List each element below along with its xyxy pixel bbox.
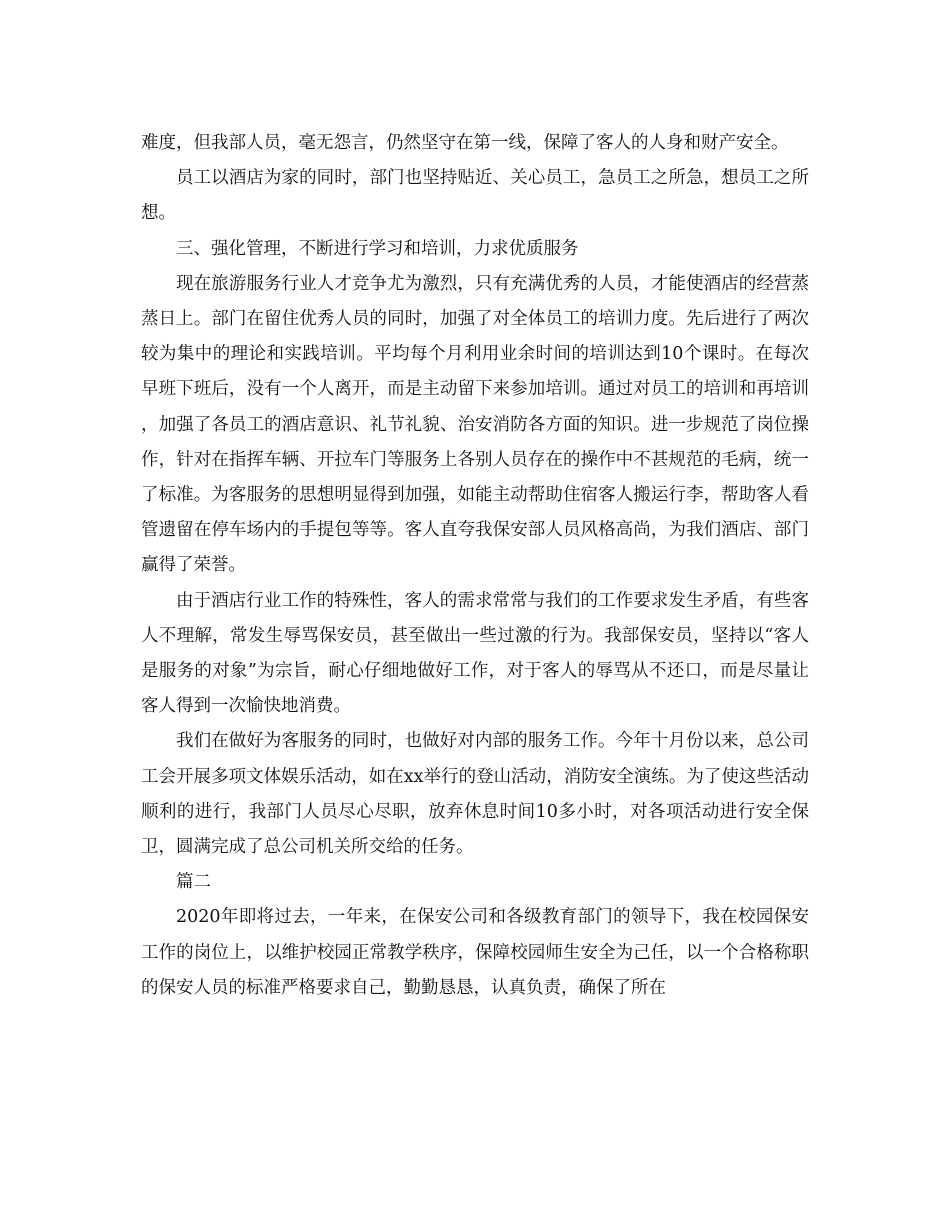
section-heading-training: 三、强化管理，不断进行学习和培训，力求优质服务 — [176, 238, 579, 259]
paragraph-campus-security: 2020年即将过去，一年来，在保安公司和各级教育部门的领导下，我在校园保安工作的岗位上，以维护校园正常教学秩序，保障校园师生安全为己任，以一个合格称职的保安人员的标准严格要求自己，勤勤恳恳，认真负责，确保了所在 — [141, 907, 809, 998]
paragraph-training: 现在旅游服务行业人才竞争尤为激烈，只有充满优秀的人员，才能使酒店的经营蒸蒸日上。部门在留住优秀人员的同时，加强了对全体员工的培训力度。先后进行了两次较为集中的理论和实践培训。平均每个月利用业余时间的培训达到10个课时。在每次早班下班后，没有一个人离开，而是主动留下来参加培训。通过对员工的培训和再培训，加强了各员工的酒店意识、礼节礼貌、治安消防各方面的知识。进一步规范了岗位操作，针对在指挥车辆、开拉车门等服务上各别人员存在的操作中不甚规范的毛病，统一了标准。为客服务的思想明显得到加强，如能主动帮助住宿客人搬运行李，帮助客人看管遗留在停车场内的手提包等等。客人直夸我保安部人员风格高尚，为我们酒店、部门赢得了荣誉。 — [141, 273, 809, 576]
paragraph-customer-conflict: 由于酒店行业工作的特殊性，客人的需求常常与我们的工作要求发生矛盾，有些客人不理解，常发生辱骂保安员，甚至做出一些过激的行为。我部保安员，坚持以“客人是服务的对象”为宗旨，耐心仔细地做好工作，对于客人的辱骂从不还口，而是尽量让客人得到一次愉快地消费。 — [141, 590, 809, 717]
paragraph-staff-care: 员工以酒店为家的同时，部门也坚持贴近、关心员工，急员工之所急，想员工之所想。 — [141, 168, 809, 224]
paragraph-continuation: 难度，但我部人员，毫无怨言，仍然坚守在第一线，保障了客人的人身和财产安全。 — [141, 133, 789, 153]
document-body — [141, 126, 809, 1006]
section-heading-part-two: 篇二 — [176, 872, 211, 893]
paragraph-internal-service: 我们在做好为客服务的同时，也做好对内部的服务工作。今年十月份以来，总公司工会开展多项文体娱乐活动，如在xx举行的登山活动，消防安全演练。为了使这些活动顺利的进行，我部门人员尽心尽职，放弃休息时间10多小时，对各项活动进行安全保卫，圆满完成了总公司机关所交给的任务。 — [141, 731, 809, 858]
